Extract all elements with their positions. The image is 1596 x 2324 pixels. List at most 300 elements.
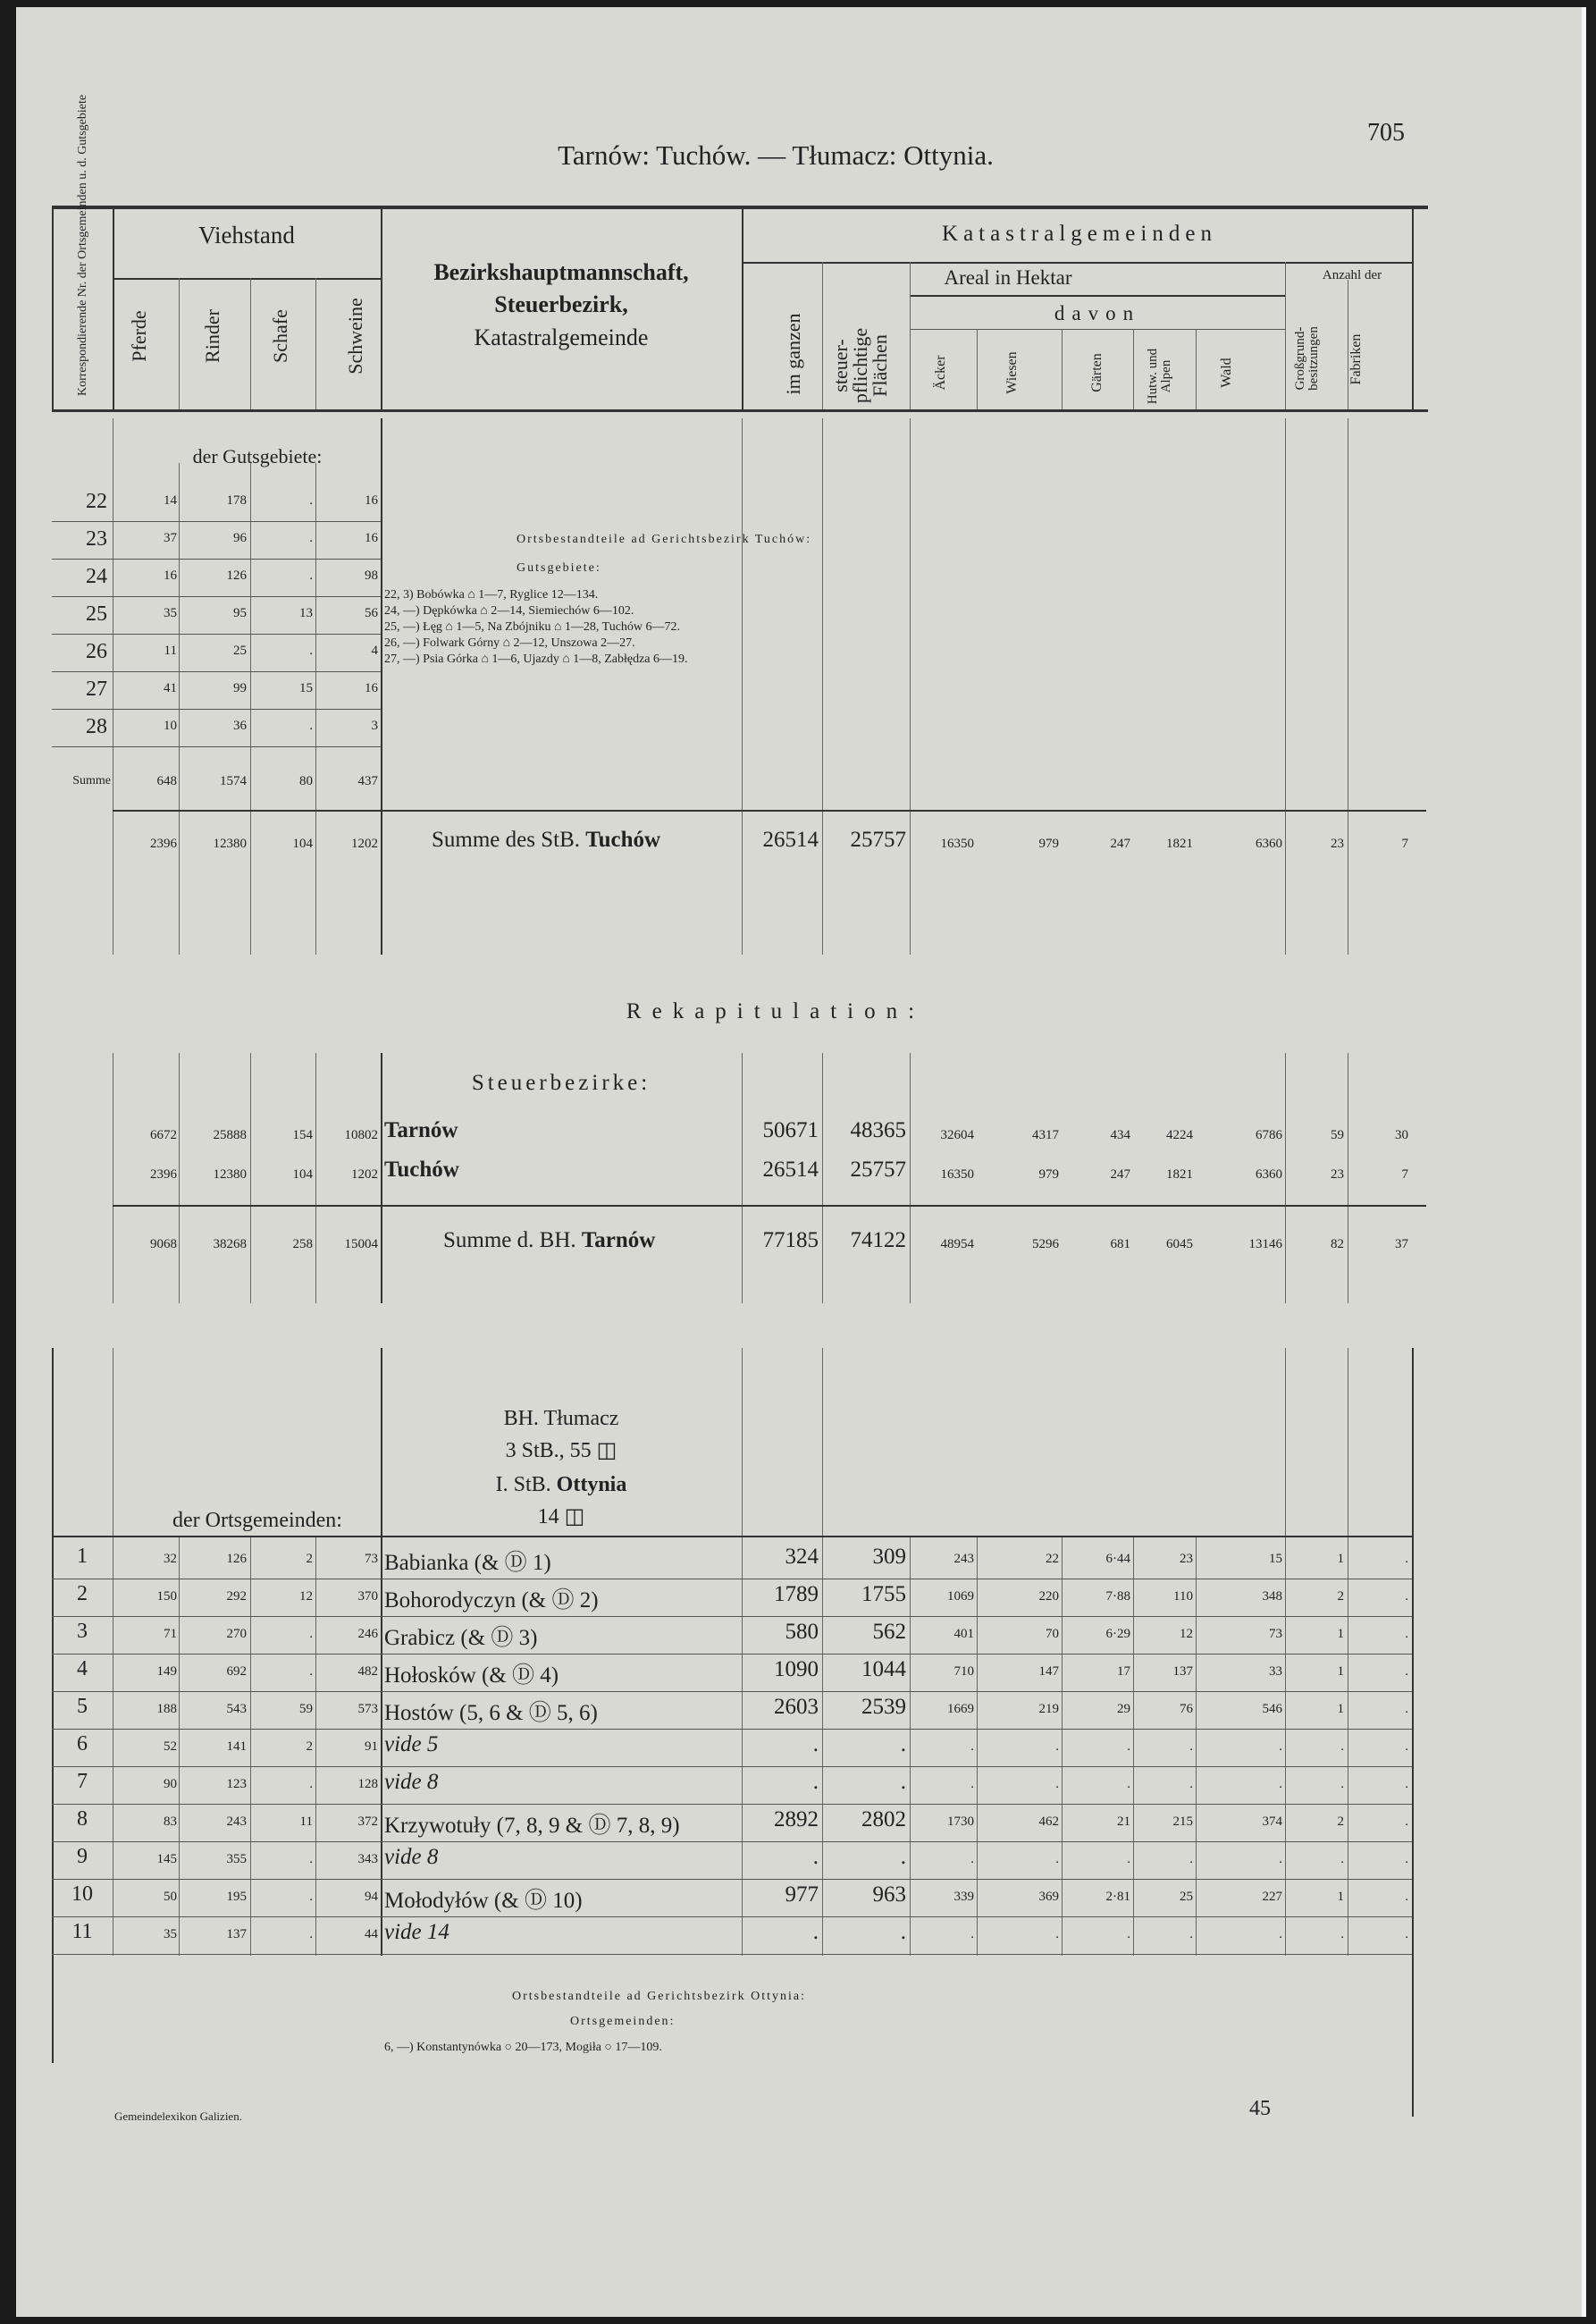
cell-schweine: 16 — [365, 531, 378, 545]
cell-steuer: . — [900, 1845, 906, 1869]
cell-im-ganzen: 1090 — [774, 1657, 819, 1681]
stb-wald: 6360 — [1256, 837, 1282, 851]
cell-pferde: 10 — [164, 719, 177, 733]
cell-gaerten: . — [1127, 1927, 1130, 1941]
cell-steuer: 309 — [872, 1545, 906, 1569]
tlumacz-line2: 3 StB., 55 ◫ — [505, 1439, 617, 1462]
cell-fabriken: . — [1405, 1852, 1408, 1866]
rekap-wiesen: 979 — [1038, 1167, 1059, 1182]
summe-schweine: 437 — [357, 774, 378, 788]
cell-steuer: 963 — [872, 1882, 906, 1907]
cell-schweine: 16 — [365, 493, 378, 508]
row-nr: 24 — [86, 565, 107, 588]
cell-schweine: 128 — [357, 1777, 378, 1791]
wald-header: Wald — [1219, 358, 1234, 388]
cell-steuer: 1044 — [861, 1657, 906, 1681]
aecker-header: Äcker — [933, 355, 948, 391]
note-line: 27, —) Psia Górka ⌂ 1—6, Ujazdy ⌂ 1—8, Zabłędza 6—19. — [384, 653, 688, 666]
cell-fabriken: . — [1405, 1627, 1408, 1641]
cell-pferde: 149 — [156, 1664, 177, 1679]
cell-gaerten: 2·81 — [1105, 1890, 1130, 1904]
cell-wald: 15 — [1269, 1552, 1282, 1566]
stb-pferde: 2396 — [150, 837, 177, 851]
korr-header: Korrespondierende Nr. der Ortsgemeinden u. d. Gutsgebiete — [76, 94, 89, 396]
cell-fabriken: . — [1405, 1815, 1408, 1829]
cell-im-ganzen: . — [812, 1845, 819, 1869]
rekap-im-ganzen: 50671 — [762, 1118, 819, 1142]
cell-hutw: . — [1189, 1852, 1193, 1866]
cell-gross: 2 — [1337, 1589, 1344, 1604]
ortsgemeinde-name: vide 8 — [384, 1770, 439, 1794]
cell-rinder: 36 — [233, 719, 247, 733]
cell-schweine: 343 — [357, 1852, 378, 1866]
notes-subtitle: Gutsgebiete: — [517, 561, 601, 575]
ortsgemeinde-name: Babianka (& Ⓓ 1) — [384, 1551, 551, 1575]
cell-gross: . — [1340, 1777, 1344, 1791]
rekap-schafe: 104 — [292, 1167, 313, 1182]
cell-schafe: . — [309, 1890, 313, 1904]
vline — [381, 418, 382, 955]
rekap-aecker: 16350 — [940, 1167, 974, 1182]
cell-wald: . — [1279, 1927, 1282, 1941]
cell-schweine: 98 — [365, 568, 378, 583]
cell-hutw: 215 — [1172, 1815, 1193, 1829]
cell-schweine: 91 — [365, 1739, 378, 1754]
rekap-sum-pferde: 9068 — [150, 1237, 177, 1251]
pferde-header: Pferde — [128, 310, 150, 362]
note-line: 24, —) Dępkówka ⌂ 2—14, Siemiechów 6—102. — [384, 604, 634, 618]
cell-aecker: 1669 — [947, 1702, 974, 1716]
cell-pferde: 35 — [164, 606, 177, 620]
cell-pferde: 145 — [156, 1852, 177, 1866]
cell-rinder: 126 — [226, 568, 247, 583]
cell-aecker: 339 — [953, 1890, 974, 1904]
ottynia-note: 6, —) Konstantynówka ○ 20—173, Mogiła ○ 17—109. — [384, 2041, 662, 2054]
viehstand-rule — [113, 278, 381, 280]
cell-schweine: 3 — [371, 719, 378, 733]
vline — [250, 1053, 251, 1303]
cell-rinder: 270 — [226, 1627, 247, 1641]
cell-wiesen: 70 — [1046, 1627, 1059, 1641]
vline — [742, 206, 743, 409]
cell-schafe: 2 — [306, 1739, 313, 1754]
stb-steuer: 25757 — [850, 828, 906, 852]
cell-schafe: . — [309, 719, 313, 733]
rekap-sum-gross: 82 — [1331, 1237, 1344, 1251]
vline — [315, 1053, 316, 1303]
cell-rinder: 96 — [233, 531, 247, 545]
row-rule — [52, 596, 381, 597]
cell-wiesen: 22 — [1046, 1552, 1059, 1566]
footer-left: Gemeindelexikon Galizien. — [114, 2109, 242, 2123]
cell-schweine: 370 — [357, 1589, 378, 1604]
ortsgemeinde-name: Mołodyłów (& Ⓓ 10) — [384, 1889, 583, 1913]
row-nr: 2 — [77, 1582, 88, 1605]
ortsgemeinde-name: Grabicz (& Ⓓ 3) — [384, 1626, 538, 1650]
row-rule — [52, 746, 381, 747]
vline — [381, 1053, 382, 1303]
bezirk-header-1: Bezirkshauptmannschaft, — [433, 259, 689, 285]
tlumacz-line4: 14 ◫ — [537, 1505, 585, 1528]
vline — [1062, 1536, 1063, 1956]
vline — [250, 278, 251, 409]
cell-fabriken: . — [1405, 1739, 1408, 1754]
cell-im-ganzen: . — [812, 1732, 819, 1756]
cell-gaerten: . — [1127, 1739, 1130, 1754]
davon-header: davon — [1054, 302, 1141, 324]
row-rule — [52, 1954, 1412, 1955]
note-line: 25, —) Łęg ⌂ 1—5, Na Zbójniku ⌂ 1—28, Tuchów 6—72. — [384, 620, 681, 634]
row-nr: 22 — [86, 490, 107, 513]
vline — [1285, 1053, 1286, 1303]
cell-gaerten: 17 — [1117, 1664, 1130, 1679]
cell-pferde: 11 — [164, 644, 177, 658]
ortsgemeinde-name: Krzywotuły (7, 8, 9 & Ⓓ 7, 8, 9) — [384, 1814, 680, 1838]
ortsgemeinde-name: Hostów (5, 6 & Ⓓ 5, 6) — [384, 1701, 598, 1725]
cell-hutw: 110 — [1173, 1589, 1193, 1604]
row-rule — [52, 709, 381, 710]
rekap-pferde: 2396 — [150, 1167, 177, 1182]
row-rule — [52, 1766, 1412, 1767]
rekap-sum-fabriken: 37 — [1395, 1237, 1408, 1251]
cell-schafe: 11 — [299, 1815, 313, 1829]
rekap-aecker: 32604 — [940, 1128, 974, 1142]
cell-schafe: . — [309, 1927, 313, 1941]
cell-gaerten: 29 — [1117, 1702, 1130, 1716]
cell-rinder: 543 — [226, 1702, 247, 1716]
cell-im-ganzen: 580 — [785, 1620, 819, 1644]
summe-label: Summe — [72, 774, 111, 787]
row-rule — [52, 1654, 1412, 1655]
rekap-hutw: 1821 — [1166, 1167, 1193, 1182]
row-nr: 26 — [86, 640, 107, 663]
ortsgemeinde-name: Hołosków (& Ⓓ 4) — [384, 1663, 559, 1688]
row-rule — [52, 671, 381, 672]
cell-hutw: . — [1189, 1927, 1193, 1941]
table-top-rule — [52, 206, 1428, 209]
cell-rinder: 195 — [226, 1890, 247, 1904]
cell-pferde: 188 — [156, 1702, 177, 1716]
vline — [179, 1053, 180, 1303]
summe-schafe: 80 — [299, 774, 313, 788]
vline — [315, 1536, 316, 1956]
cell-schafe: . — [309, 493, 313, 508]
vline — [822, 418, 823, 955]
cell-wiesen: 369 — [1038, 1890, 1059, 1904]
tlumacz-line1: BH. Tłumacz — [503, 1407, 619, 1430]
vline — [822, 1053, 823, 1303]
row-nr: 1 — [77, 1545, 88, 1568]
cell-wald: 33 — [1269, 1664, 1282, 1679]
cell-hutw: . — [1189, 1777, 1193, 1791]
row-rule — [52, 1916, 1412, 1917]
cell-wald: . — [1279, 1777, 1282, 1791]
rekap-fabriken: 7 — [1401, 1167, 1408, 1182]
row-rule — [52, 1879, 1412, 1880]
row-nr: 9 — [77, 1845, 88, 1868]
rekapitulation-heading: Rekapitulation: — [626, 999, 926, 1023]
rinder-header: Rinder — [201, 309, 223, 363]
cell-gross: 1 — [1337, 1552, 1344, 1566]
cell-aecker: 1069 — [947, 1589, 974, 1604]
cell-im-ganzen: 1789 — [774, 1582, 819, 1606]
row-rule — [52, 1841, 1412, 1842]
footer-page: 45 — [1249, 2097, 1271, 2120]
cell-gross: 2 — [1337, 1815, 1344, 1829]
cell-steuer: 562 — [872, 1620, 906, 1644]
cell-schweine: 573 — [357, 1702, 378, 1716]
cell-hutw: 76 — [1180, 1702, 1193, 1716]
ortsgemeinde-name: vide 5 — [384, 1732, 439, 1756]
cell-schafe: . — [309, 1664, 313, 1679]
cell-fabriken: . — [1405, 1702, 1408, 1716]
cell-gross: . — [1340, 1927, 1344, 1941]
cell-schafe: . — [309, 568, 313, 583]
cell-aecker: . — [970, 1927, 974, 1941]
rekap-pferde: 6672 — [150, 1128, 177, 1142]
vline — [52, 1956, 54, 2063]
rekap-name: Tuchów — [384, 1158, 459, 1182]
vline — [113, 206, 114, 409]
cell-steuer: 2539 — [861, 1695, 906, 1719]
vline — [250, 1536, 251, 1956]
rekap-schweine: 10802 — [344, 1128, 378, 1142]
cell-schweine: 16 — [365, 681, 378, 695]
vline — [1196, 1536, 1197, 1956]
rekap-schweine: 1202 — [351, 1167, 378, 1182]
row-rule — [52, 1691, 1412, 1692]
stb-summe-name: Tuchów — [585, 828, 661, 852]
hutw-header: Hutw. und Alpen — [1146, 348, 1173, 405]
viehstand-header: Viehstand — [198, 222, 295, 248]
cell-schweine: 44 — [365, 1927, 378, 1941]
row-nr: 23 — [86, 527, 107, 551]
page-title: Tarnów: Tuchów. — Tłumacz: Ottynia. — [558, 139, 994, 171]
row-nr: 25 — [86, 602, 107, 626]
rekap-sum-wald: 13146 — [1248, 1237, 1282, 1251]
rekap-steuer: 48365 — [850, 1118, 906, 1142]
vline — [742, 1348, 743, 1956]
cell-steuer: . — [900, 1920, 906, 1944]
row-rule — [52, 521, 381, 522]
stb-gaerten: 247 — [1110, 837, 1130, 851]
cell-wald: 348 — [1262, 1589, 1282, 1604]
cell-rinder: 141 — [226, 1739, 247, 1754]
cell-wiesen: 147 — [1038, 1664, 1059, 1679]
cell-schweine: 246 — [357, 1627, 378, 1641]
row-nr: 28 — [86, 715, 107, 738]
rekap-wiesen: 4317 — [1032, 1128, 1059, 1142]
cell-pferde: 50 — [164, 1890, 177, 1904]
rekap-sum-wiesen: 5296 — [1032, 1237, 1059, 1251]
cell-aecker: . — [970, 1777, 974, 1791]
cell-pferde: 14 — [164, 493, 177, 508]
cell-gross: 1 — [1337, 1890, 1344, 1904]
summe-rinder: 1574 — [220, 774, 247, 788]
cell-hutw: . — [1189, 1739, 1193, 1754]
cell-im-ganzen: . — [812, 1920, 819, 1944]
rekap-gaerten: 247 — [1110, 1167, 1130, 1182]
vline — [52, 206, 54, 409]
rekap-sum-schweine: 15004 — [344, 1237, 378, 1251]
summe-pferde: 648 — [156, 774, 177, 788]
wiesen-header: Wiesen — [1004, 351, 1020, 394]
cell-steuer: 1755 — [861, 1582, 906, 1606]
cell-steuer: 2802 — [861, 1807, 906, 1831]
ottynia-notes-title: Ortsbestandteile ad Gerichtsbezirk Ottynia: — [512, 1990, 806, 2003]
cell-wiesen: 462 — [1038, 1815, 1059, 1829]
cell-gross: 1 — [1337, 1702, 1344, 1716]
schafe-header: Schafe — [269, 309, 291, 363]
cell-rinder: 355 — [226, 1852, 247, 1866]
cell-schafe: 13 — [299, 606, 313, 620]
note-line: 22, 3) Bobówka ⌂ 1—7, Ryglice 12—134. — [384, 588, 599, 602]
cell-im-ganzen: 324 — [785, 1545, 819, 1569]
davon-rule-2 — [910, 329, 1285, 330]
row-nr: 6 — [77, 1732, 88, 1756]
row-nr: 10 — [71, 1882, 93, 1906]
cell-steuer: . — [900, 1732, 906, 1756]
cell-aecker: . — [970, 1852, 974, 1866]
tlumacz-stb: I. StB. — [495, 1473, 551, 1496]
stb-wiesen: 979 — [1038, 837, 1059, 851]
cell-schafe: . — [309, 1777, 313, 1791]
cell-steuer: . — [900, 1770, 906, 1794]
vline — [1412, 1348, 1414, 1956]
ottynia-notes-subtitle: Ortsgemeinden: — [570, 2015, 676, 2028]
vline — [381, 206, 382, 409]
cell-schafe: . — [309, 531, 313, 545]
cell-schafe: 2 — [306, 1552, 313, 1566]
cell-hutw: 25 — [1180, 1890, 1193, 1904]
tlumacz-stb-name: Ottynia — [556, 1473, 627, 1496]
vline — [315, 278, 316, 409]
cell-schweine: 482 — [357, 1664, 378, 1679]
stb-gross: 23 — [1331, 837, 1344, 851]
cell-wald: . — [1279, 1852, 1282, 1866]
row-nr: 7 — [77, 1770, 88, 1793]
rekap-sum-hutw: 6045 — [1166, 1237, 1193, 1251]
stb-im-ganzen: 26514 — [762, 828, 819, 852]
cell-schafe: . — [309, 1852, 313, 1866]
cell-wald: 374 — [1262, 1815, 1282, 1829]
vline — [1285, 418, 1286, 955]
cell-schweine: 4 — [371, 644, 378, 658]
rekap-sum-schafe: 258 — [292, 1237, 313, 1251]
cell-wiesen: . — [1055, 1777, 1059, 1791]
rekap-wald: 6360 — [1256, 1167, 1282, 1182]
vline — [822, 1348, 823, 1956]
cell-pferde: 37 — [164, 531, 177, 545]
rekap-steuer: 25757 — [850, 1158, 906, 1182]
stb-schweine: 1202 — [351, 837, 378, 851]
cell-schweine: 372 — [357, 1815, 378, 1829]
cell-schafe: . — [309, 644, 313, 658]
row-nr: 3 — [77, 1620, 88, 1643]
stb-fabriken: 7 — [1401, 837, 1408, 851]
ortsgemeinde-name: vide 14 — [384, 1920, 449, 1944]
notes-title: Ortsbestandteile ad Gerichtsbezirk Tuchów: — [517, 533, 812, 546]
cell-schweine: 73 — [365, 1552, 378, 1566]
vline — [910, 418, 911, 955]
rekap-fabriken: 30 — [1395, 1128, 1408, 1142]
vline — [179, 278, 180, 409]
cell-rinder: 123 — [226, 1777, 247, 1791]
vline — [1285, 1348, 1286, 1956]
vline — [1133, 329, 1134, 409]
vline — [1285, 262, 1286, 409]
rekap-sum-text: Summe d. BH. — [443, 1228, 576, 1252]
cell-rinder: 95 — [233, 606, 247, 620]
areal-header: Areal in Hektar — [944, 266, 1072, 289]
cell-rinder: 137 — [226, 1927, 247, 1941]
cell-hutw: 12 — [1180, 1627, 1193, 1641]
cell-pferde: 35 — [164, 1927, 177, 1941]
rekap-sum-aecker: 48954 — [940, 1237, 974, 1251]
cell-im-ganzen: 2603 — [774, 1695, 819, 1719]
vline — [977, 329, 978, 409]
row-rule — [52, 1536, 1412, 1537]
gutsgebiete-heading: der Gutsgebiete: — [192, 445, 323, 467]
cell-wiesen: . — [1055, 1852, 1059, 1866]
cell-rinder: 692 — [226, 1664, 247, 1679]
cell-aecker: 1730 — [947, 1815, 974, 1829]
cell-pferde: 90 — [164, 1777, 177, 1791]
cell-aecker: 710 — [953, 1664, 974, 1679]
cell-pferde: 41 — [164, 681, 177, 695]
cell-wald: . — [1279, 1739, 1282, 1754]
ortsgemeinden-heading: der Ortsgemeinden: — [172, 1509, 342, 1532]
tlumacz-line3 — [382, 1473, 740, 1497]
cell-schafe: 15 — [299, 681, 313, 695]
schweine-header: Schweine — [344, 298, 366, 375]
cell-gaerten: . — [1127, 1777, 1130, 1791]
stb-aecker: 16350 — [940, 837, 974, 851]
cell-wiesen: 219 — [1038, 1702, 1059, 1716]
rekap-sum-steuer: 74122 — [850, 1228, 906, 1252]
rekap-sum-name: Tarnów — [581, 1228, 656, 1252]
cell-im-ganzen: 977 — [785, 1882, 819, 1907]
cell-gaerten: 7·88 — [1105, 1589, 1130, 1604]
cell-schweine: 94 — [365, 1890, 378, 1904]
rekap-sum-rule — [113, 1205, 1426, 1207]
vline — [742, 1053, 743, 1303]
stb-summe-text: Summe des StB. — [432, 828, 580, 852]
rekap-gaerten: 434 — [1110, 1128, 1130, 1142]
cell-wald: 227 — [1262, 1890, 1282, 1904]
row-rule — [52, 1729, 1412, 1730]
row-rule — [52, 1616, 1412, 1617]
cell-pferde: 16 — [164, 568, 177, 583]
cell-aecker: . — [970, 1739, 974, 1754]
anzahl-header: Anzahl der — [1322, 268, 1382, 282]
cell-gaerten: 21 — [1117, 1815, 1130, 1829]
rekap-gross: 59 — [1331, 1128, 1344, 1142]
cell-wald: 546 — [1262, 1702, 1282, 1716]
cell-fabriken: . — [1405, 1890, 1408, 1904]
ortsgemeinde-name: Bohorodyczyn (& Ⓓ 2) — [384, 1588, 599, 1612]
vline — [1062, 329, 1063, 409]
cell-aecker: 401 — [953, 1627, 974, 1641]
rekap-sum-im-ganzen: 77185 — [762, 1228, 819, 1252]
cell-fabriken: . — [1405, 1927, 1408, 1941]
cell-hutw: 137 — [1172, 1664, 1193, 1679]
cell-rinder: 25 — [233, 644, 247, 658]
cell-schafe: . — [309, 1627, 313, 1641]
page-number: 705 — [1367, 119, 1405, 147]
ortsgemeinde-name: vide 8 — [384, 1845, 439, 1869]
vline — [822, 262, 823, 409]
